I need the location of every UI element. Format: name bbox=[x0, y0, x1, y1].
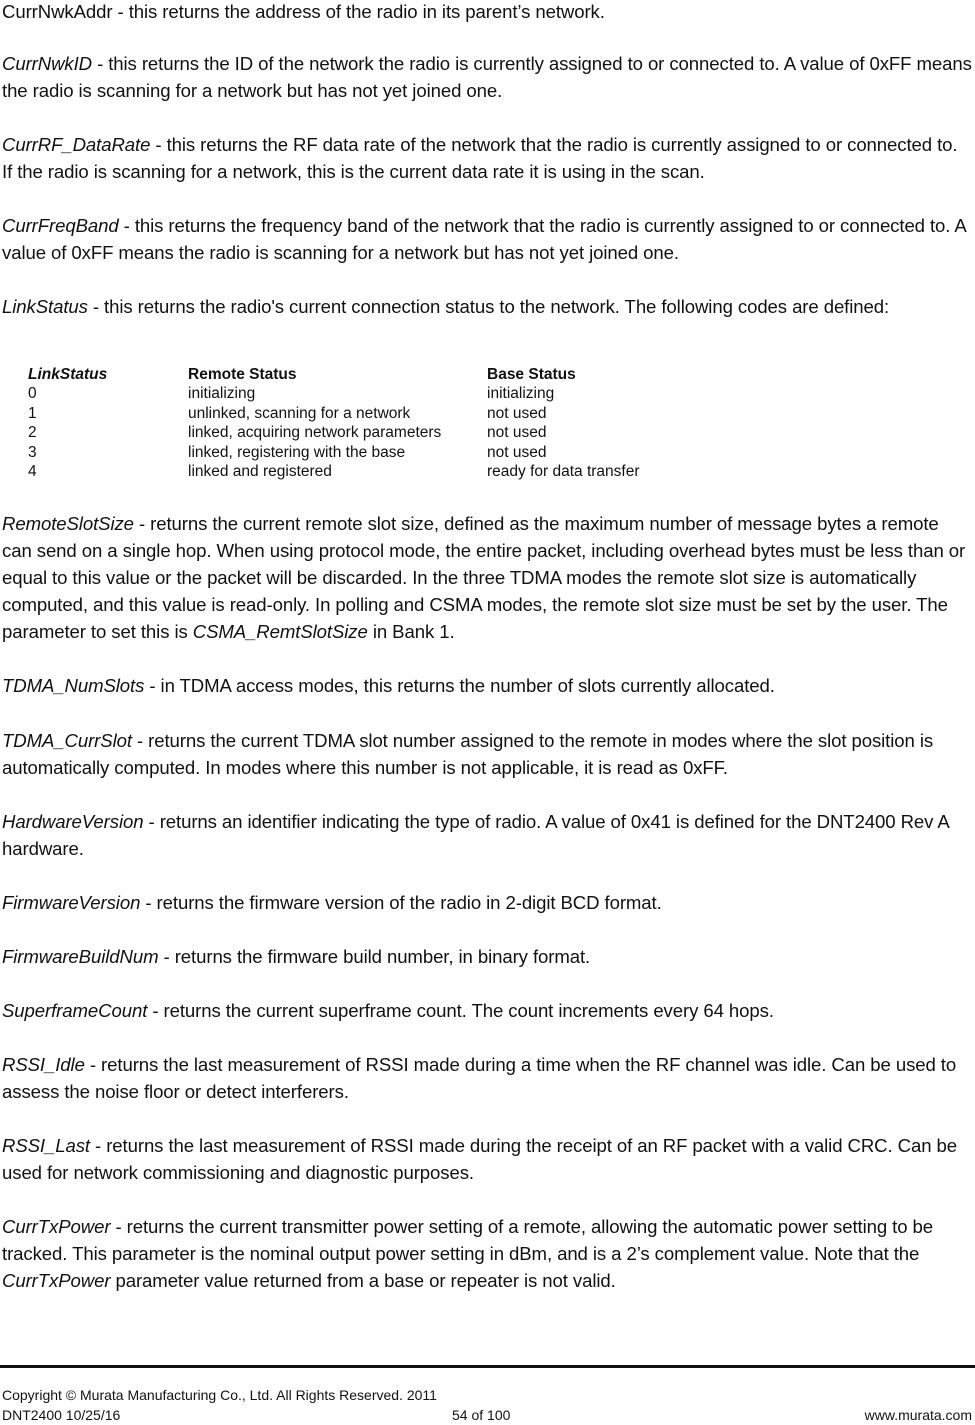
table-cell-remote: initializing bbox=[188, 385, 256, 403]
desc-rssi-idle: - returns the last measurement of RSSI made during a time when the RF channel was idle. Can be used to assess the noise floor or detect interferers. bbox=[2, 1054, 957, 1102]
table-cell-base: not used bbox=[487, 424, 547, 442]
table-cell-code: 4 bbox=[28, 463, 37, 481]
table-cell-remote: linked and registered bbox=[188, 463, 332, 481]
term-remoteslotsize: RemoteSlotSize bbox=[2, 513, 134, 534]
paragraph-firmwarebuildnum bbox=[2, 943, 972, 970]
footer-page-number: 54 of 100 bbox=[452, 1407, 511, 1423]
table-cell-remote: linked, registering with the base bbox=[188, 443, 406, 461]
paragraph-currrf-datarate bbox=[2, 131, 972, 185]
table-header-linkstatus: LinkStatus bbox=[28, 366, 108, 383]
desc-currtxpower: - returns the current transmitter power setting of a remote, allowing the automatic power setting to be tracked. This parameter is the nominal output power setting in dBm, and is a 2’s complement value. Note that the bbox=[2, 1216, 934, 1264]
paragraph-superframecount bbox=[2, 997, 972, 1024]
desc-tdma-currslot: - returns the current TDMA slot number assigned to the remote in modes where the slot position is automatically computed. In modes where this number is not applicable, it is read as 0xFF. bbox=[2, 730, 934, 778]
paragraph-rssi-idle bbox=[2, 1051, 972, 1105]
desc-remoteslotsize: - returns the current remote slot size, defined as the maximum number of message bytes a remote can send on a single hop. When using protocol mode, the entire packet, including overhead bytes must be less than or equal to this value or the packet will be discarded. In the three TDMA modes the remote slot size is automatically computed, and this value is read-only. In polling and CSMA modes, the remote slot size must be set by the user. The parameter to set this is bbox=[2, 513, 966, 642]
desc-firmwarebuildnum: - returns the firmware build number, in binary format. bbox=[158, 946, 591, 967]
desc-remoteslotsize-end: in Bank 1. bbox=[367, 621, 455, 642]
term-linkstatus: LinkStatus bbox=[2, 296, 88, 317]
table-row bbox=[28, 384, 687, 403]
paragraph-linkstatus bbox=[2, 293, 972, 320]
table-cell-remote: unlinked, scanning for a network bbox=[188, 404, 411, 422]
desc-rssi-last: - returns the last measurement of RSSI made during the receipt of an RF packet with a valid CRC. Can be used for network commissioning and diagnostic purposes. bbox=[2, 1135, 957, 1183]
table-cell-base: ready for data transfer bbox=[487, 463, 640, 481]
paragraph-currnwkid bbox=[2, 50, 972, 104]
table-row bbox=[28, 443, 687, 462]
paragraph-currnwkaddr bbox=[2, 0, 972, 25]
paragraph-rssi-last bbox=[2, 1132, 972, 1186]
term-hardwareversion: HardwareVersion bbox=[2, 811, 144, 832]
term-rssi-last: RSSI_Last bbox=[2, 1135, 90, 1156]
table-header-remote-status: Remote Status bbox=[188, 366, 297, 383]
term-currfreqband: CurrFreqBand bbox=[2, 215, 119, 236]
table-cell-code: 0 bbox=[28, 385, 37, 403]
paragraph-hardwareversion bbox=[2, 808, 972, 862]
term-firmwareversion: FirmwareVersion bbox=[2, 892, 141, 913]
desc-linkstatus: - this returns the radio's current connection status to the network. The following codes are defined: bbox=[87, 296, 890, 317]
table-cell-code: 2 bbox=[28, 424, 37, 442]
desc-currrf-datarate: - this returns the RF data rate of the network that the radio is currently assigned to or connected to. If the radio is scanning for a network, this is the current data rate it is using in the scan. bbox=[2, 134, 958, 182]
table-row bbox=[28, 462, 687, 481]
term-currtxpower: CurrTxPower bbox=[2, 1216, 111, 1237]
desc-currtxpower-end: parameter value returned from a base or repeater is not valid. bbox=[110, 1270, 616, 1291]
table-cell-remote: linked, acquiring network parameters bbox=[188, 424, 442, 442]
paragraph-tdma-numslots bbox=[2, 672, 972, 699]
table-cell-base: not used bbox=[487, 443, 547, 461]
desc-currnwkaddr: - this returns the address of the radio in its parent’s network. bbox=[112, 1, 605, 22]
term-currtxpower-inline: CurrTxPower bbox=[2, 1270, 111, 1291]
link-status-table bbox=[28, 365, 687, 481]
table-header-row bbox=[28, 365, 687, 384]
term-currrf-datarate: CurrRF_DataRate bbox=[2, 134, 151, 155]
paragraph-firmwareversion bbox=[2, 889, 972, 916]
term-rssi-idle: RSSI_Idle bbox=[2, 1054, 85, 1075]
footer-doc-id: DNT2400 10/25/16 bbox=[2, 1407, 121, 1423]
paragraph-remoteslotsize bbox=[2, 510, 972, 645]
desc-firmwareversion: - returns the firmware version of the radio in 2-digit BCD format. bbox=[140, 892, 662, 913]
footer-copyright: Copyright © Murata Manufacturing Co., Ltd. All Rights Reserved. 2011 bbox=[2, 1387, 437, 1403]
desc-currnwkid: - this returns the ID of the network the radio is currently assigned to or connected to. A value of 0xFF means the radio is scanning for a network but has not yet joined one. bbox=[2, 53, 972, 101]
paragraph-tdma-currslot bbox=[2, 727, 972, 781]
table-cell-base: initializing bbox=[487, 385, 555, 403]
footer-divider bbox=[0, 1365, 975, 1368]
term-firmwarebuildnum: FirmwareBuildNum bbox=[2, 946, 159, 967]
desc-tdma-numslots: - in TDMA access modes, this returns the number of slots currently allocated. bbox=[144, 675, 775, 696]
term-csma-remtslotsize: CSMA_RemtSlotSize bbox=[192, 621, 368, 642]
term-tdma-numslots: TDMA_NumSlots bbox=[2, 675, 145, 696]
term-tdma-currslot: TDMA_CurrSlot bbox=[2, 730, 132, 751]
table-row bbox=[28, 423, 687, 442]
table-cell-code: 1 bbox=[28, 404, 37, 422]
table-header-base-status: Base Status bbox=[487, 366, 576, 383]
desc-hardwareversion: - returns an identifier indicating the type of radio. A value of 0x41 is defined for the DNT2400 Rev A hardware. bbox=[2, 811, 949, 859]
table-cell-base: not used bbox=[487, 404, 547, 422]
footer-website: www.murata.com bbox=[864, 1407, 972, 1423]
term-currnwkid: CurrNwkID bbox=[2, 53, 92, 74]
desc-superframecount: - returns the current superframe count. The count increments every 64 hops. bbox=[147, 1000, 774, 1021]
paragraph-currtxpower bbox=[2, 1213, 972, 1294]
table-row bbox=[28, 404, 687, 423]
term-currnwkaddr: CurrNwkAddr bbox=[2, 1, 113, 22]
table-cell-code: 3 bbox=[28, 443, 37, 461]
paragraph-currfreqband bbox=[2, 212, 972, 266]
term-superframecount: SuperframeCount bbox=[2, 1000, 148, 1021]
desc-currfreqband: - this returns the frequency band of the network that the radio is currently assigned to or connected to. A value of 0xFF means the radio is scanning for a network but has not yet joined one. bbox=[2, 215, 966, 263]
